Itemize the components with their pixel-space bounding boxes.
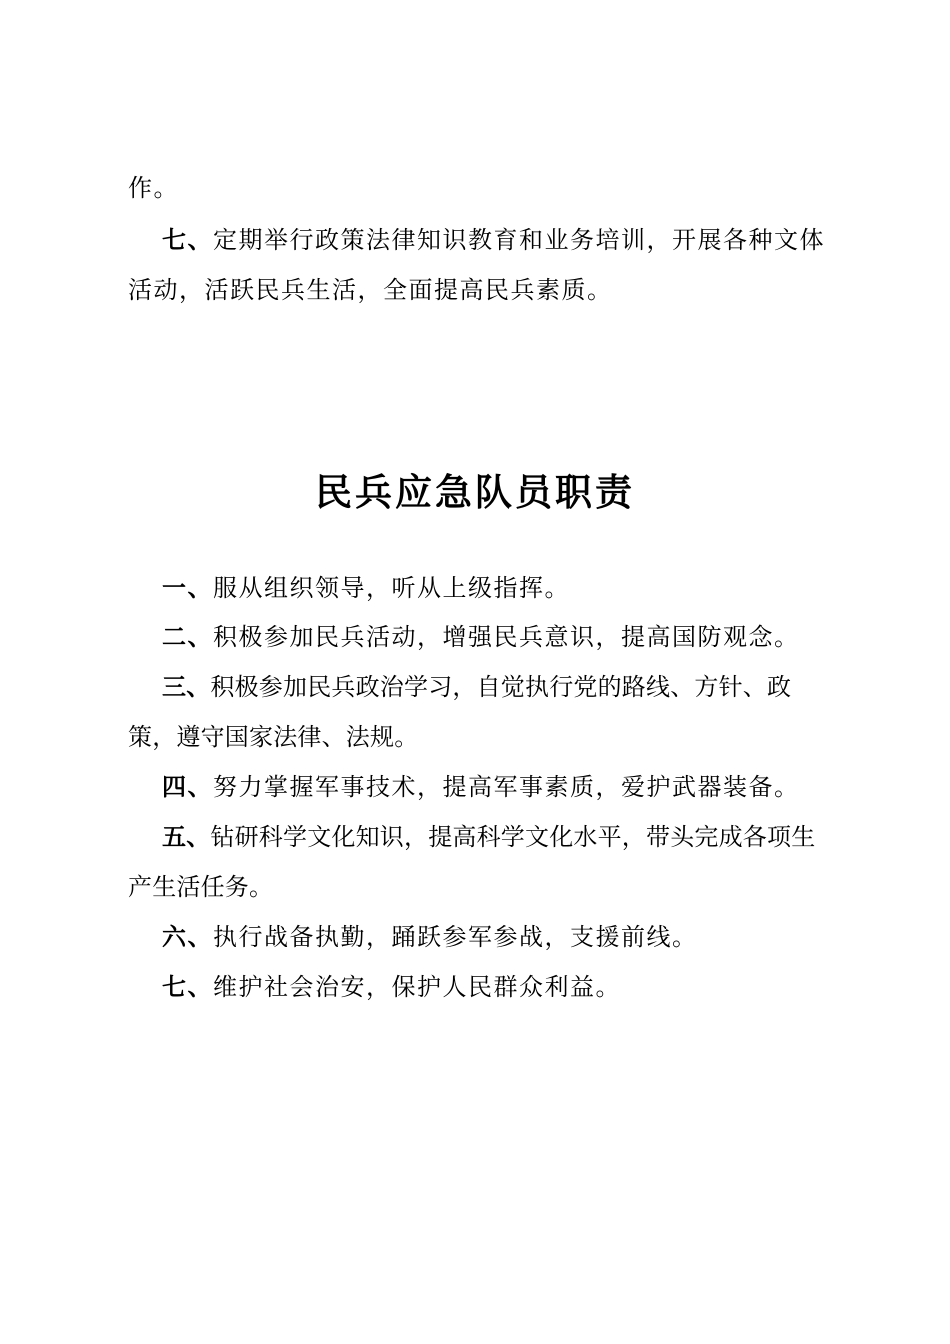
item-number: 四、 [162, 772, 213, 801]
item-text: 积极参加民兵政治学习，自觉执行党的路线、方针、政策，遵守国家法律、法规。 [128, 673, 792, 751]
item-number: 六、 [162, 922, 213, 951]
section-title: 民兵应急队员职责 [315, 470, 635, 514]
item-text: 执行战备执勤，踊跃参军参战，支援前线。 [213, 923, 698, 951]
item-number: 七、 [162, 972, 213, 1001]
duty-item-1 [128, 563, 832, 613]
duty-item-6 [128, 912, 832, 962]
duty-item-7 [128, 962, 832, 1012]
item-text: 积极参加民兵活动，增强民兵意识，提高国防观念。 [213, 623, 800, 651]
duty-item-4 [128, 762, 832, 812]
duty-item-2 [128, 612, 832, 662]
duty-item-3 [128, 662, 832, 762]
item-number: 五、 [162, 822, 211, 851]
item-number: 二、 [162, 622, 213, 651]
item-text: 维护社会治安，保护人民群众利益。 [213, 973, 621, 1001]
duty-item-5 [128, 812, 832, 912]
regulation-item-7 [128, 215, 832, 315]
item-text: 钻研科学文化知识，提高科学文化水平，带头完成各项生产生活任务。 [128, 823, 816, 901]
item-text: 服从组织领导，听从上级指挥。 [213, 574, 570, 602]
item-number: 七、 [162, 225, 213, 254]
continuation-text: 作。 [128, 174, 179, 202]
item-text: 定期举行政策法律知识教育和业务培训，开展各种文体活动，活跃民兵生活，全面提高民兵素质。 [128, 226, 825, 304]
item-number: 三、 [162, 672, 211, 701]
item-text: 努力掌握军事技术，提高军事素质，爱护武器装备。 [213, 773, 800, 801]
item-number: 一、 [162, 573, 213, 602]
